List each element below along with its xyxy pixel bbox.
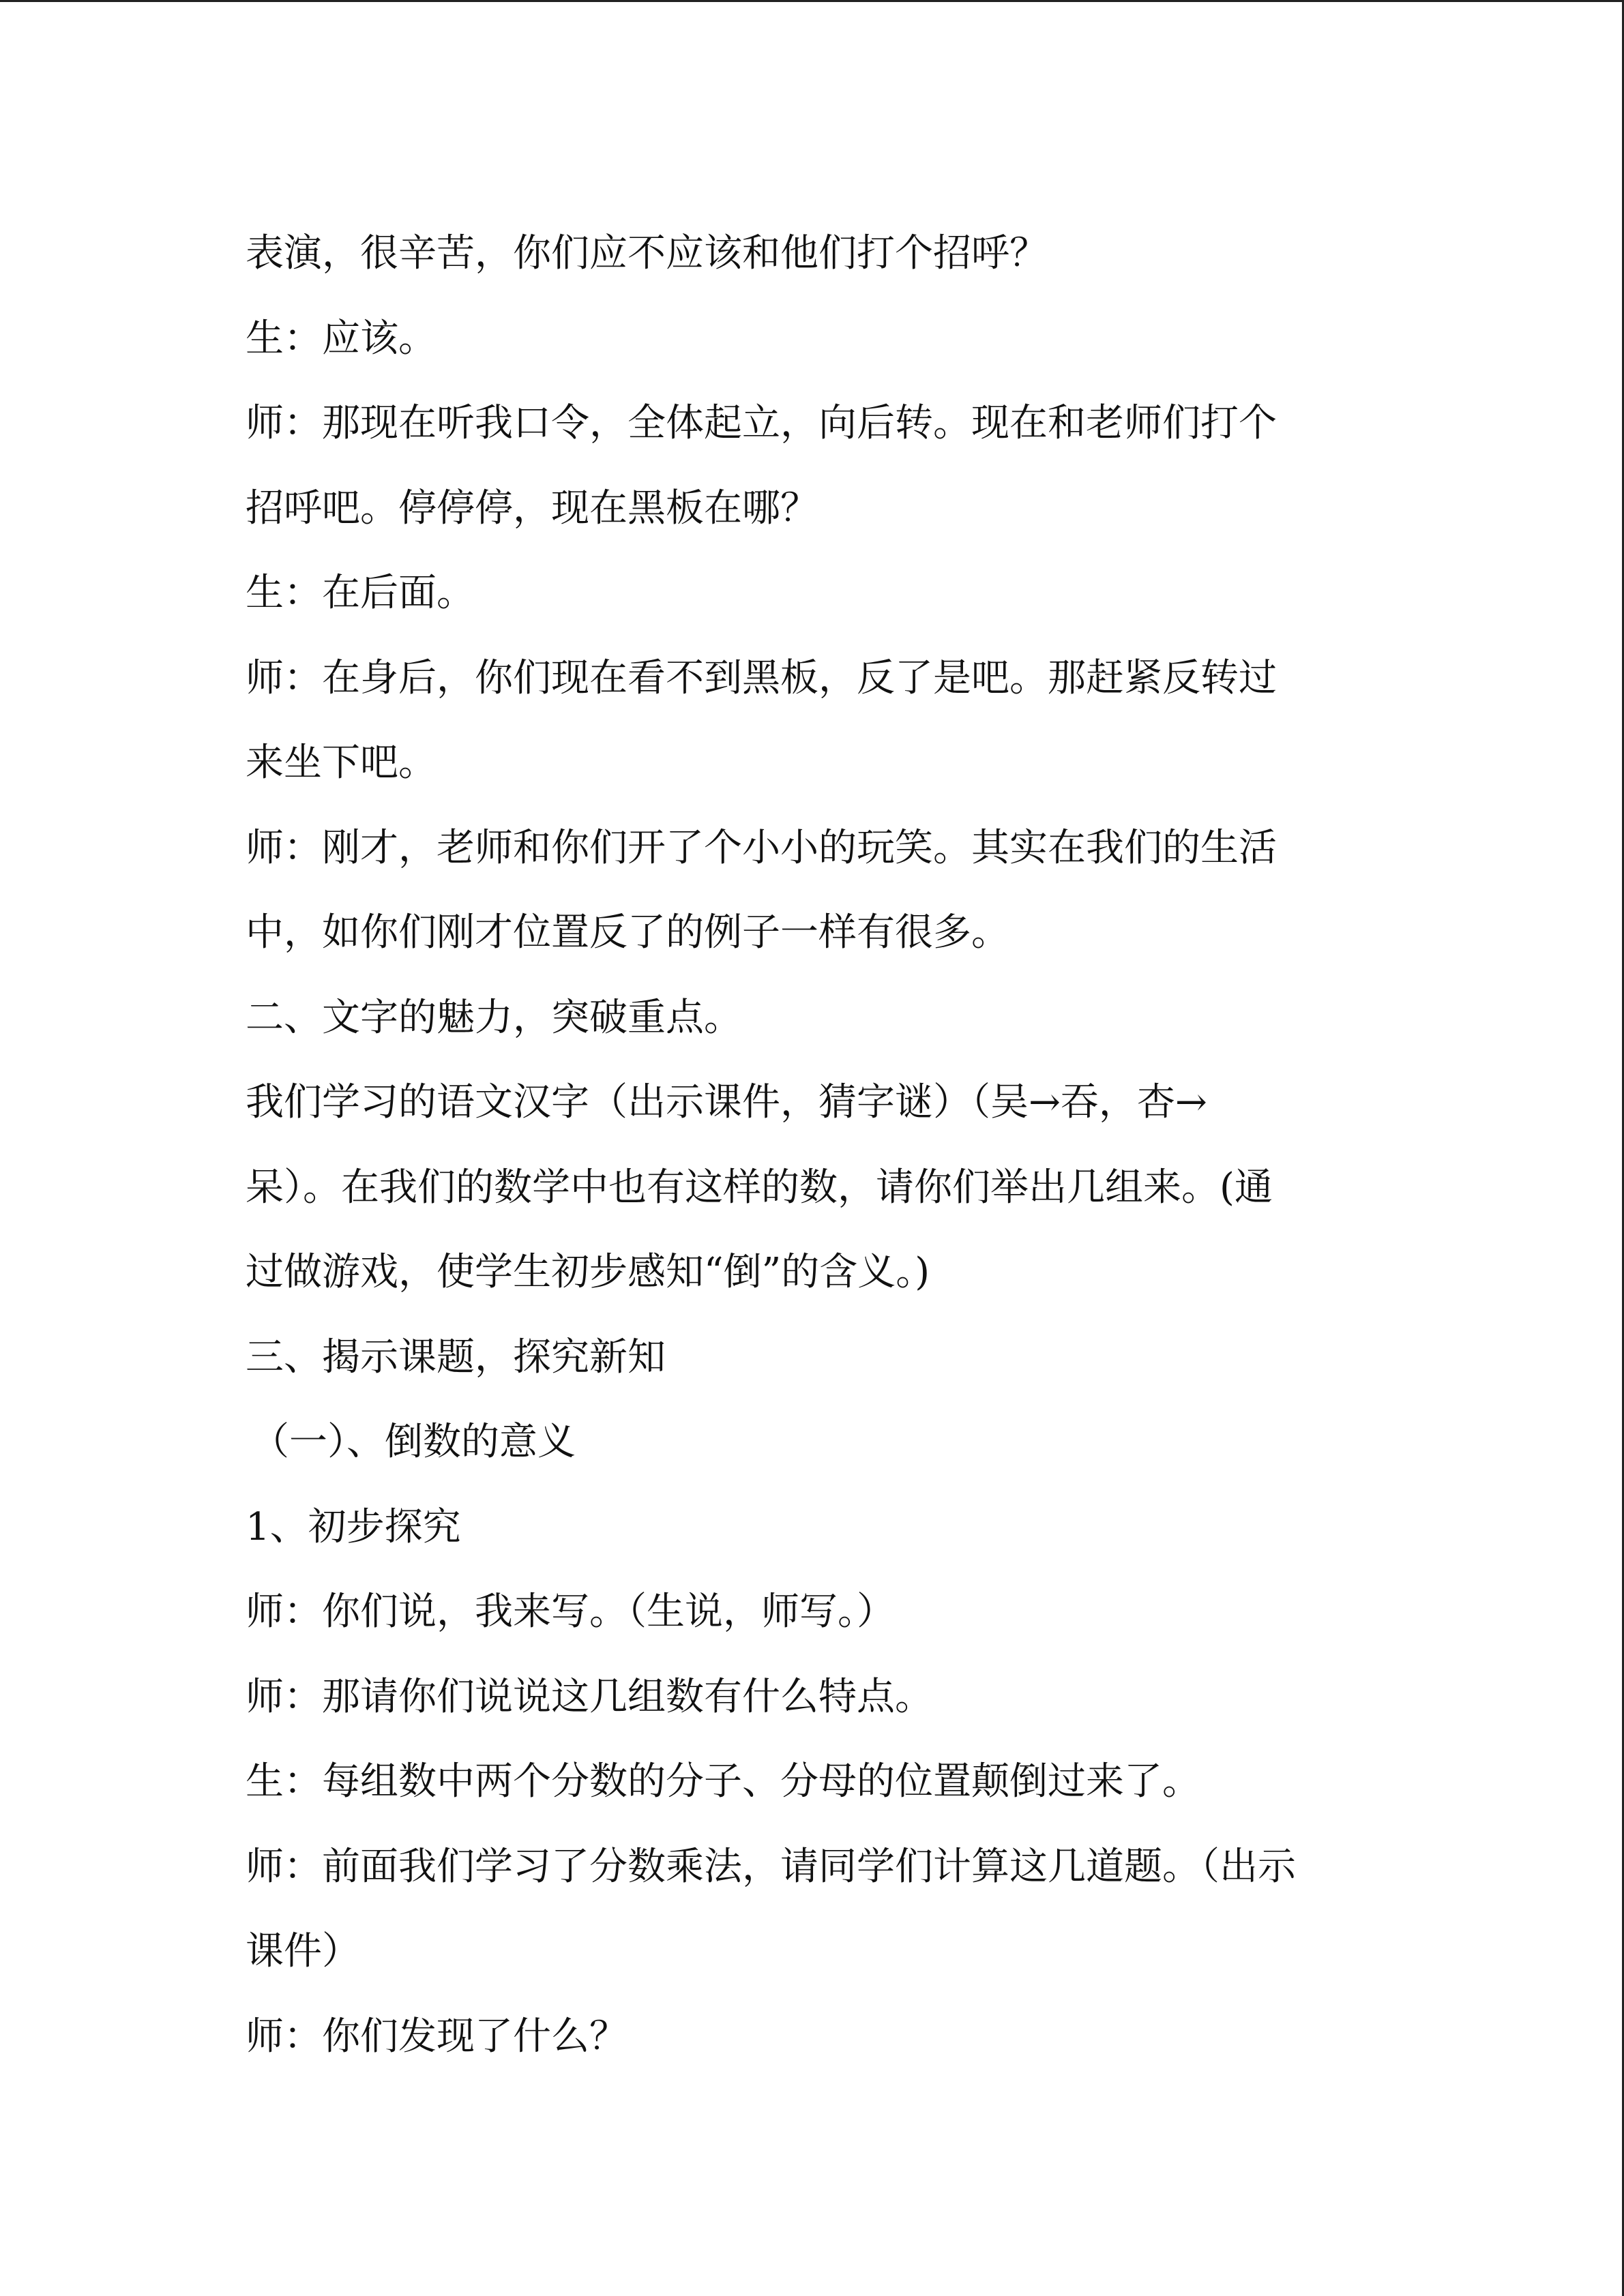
text-line: 师：你们说，我来写。（生说，师写。） [246,1590,895,1634]
text-line: 生：每组数中两个分数的分子、分母的位置颠倒过来了。 [246,1759,1200,1804]
text-line: 来坐下吧。 [246,741,437,785]
text-line: 生：应该。 [246,316,437,361]
subsection-heading: （一）、倒数的意义 [251,1420,576,1464]
text-line: 师：前面我们学习了分数乘法，请同学们计算这几道题。（出示 [246,1844,1296,1889]
text-line: 师：那现在听我口令，全体起立，向后转。现在和老师们打个 [246,401,1277,445]
page-border-top [0,0,1624,2]
text-line: 生：在后面。 [246,571,475,615]
text-line: 师：你们发现了什么？ [246,2014,628,2059]
text-line: 呆）。在我们的数学中也有这样的数，请你们举出几组来。(通 [246,1165,1273,1210]
text-line: 课件） [246,1929,360,1973]
document-body [246,211,1378,2079]
text-line: 过做游戏，使学生初步感知“倒”的含义。) [246,1250,930,1294]
text-line: 师：那请你们说说这几组数有什么特点。 [246,1674,933,1719]
text-line: 招呼吧。停停停，现在黑板在哪？ [246,486,818,531]
text-line: 师：在身后，你们现在看不到黑板，反了是吧。那赶紧反转过 [246,655,1277,700]
section-heading: 三、揭示课题，探究新知 [246,1335,666,1380]
section-heading: 二、文字的魅力，突破重点。 [246,995,742,1040]
text-line: 表演，很辛苦，你们应不应该和他们打个招呼？ [246,231,1048,275]
subsection-heading: 1、初步探究 [246,1504,461,1549]
text-line: 中，如你们刚才位置反了的例子一样有很多。 [246,910,1009,955]
text-line: 师：刚才，老师和你们开了个小小的玩笑。其实在我们的生活 [246,825,1277,870]
text-line: 我们学习的语文汉字（出示课件，猜字谜）（吴→吞，杏→ [246,1080,1207,1124]
